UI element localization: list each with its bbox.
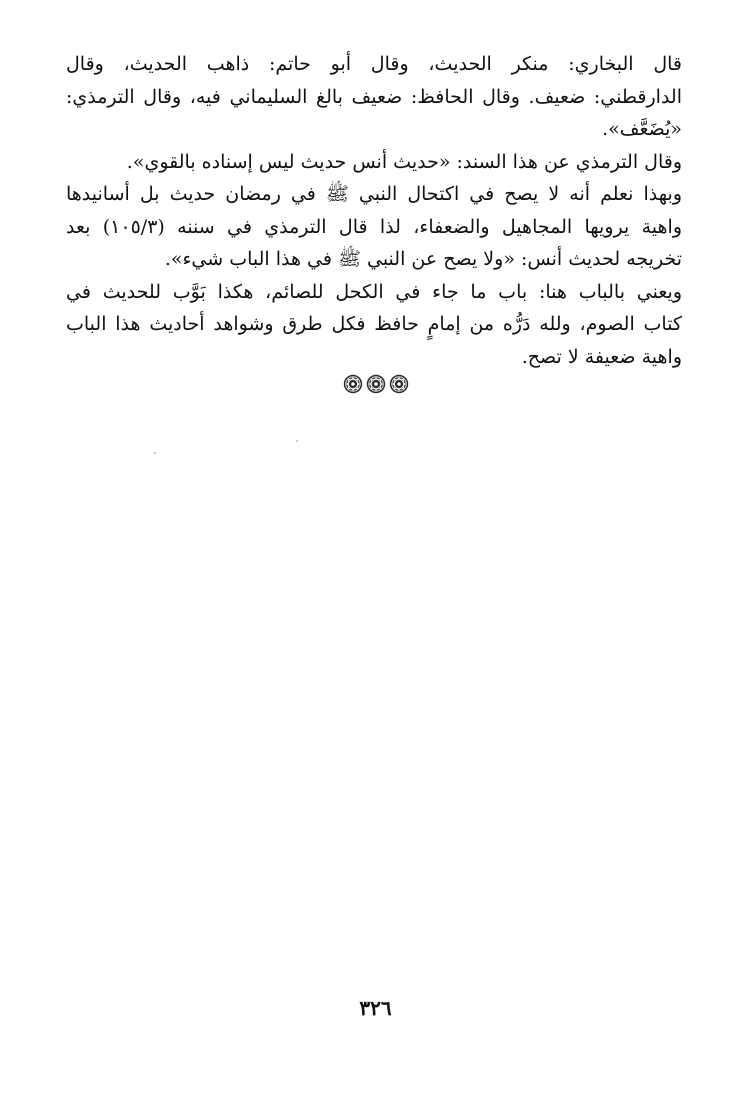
floral-rosette-icon xyxy=(366,374,386,394)
text-line: وبهذا نعلم أنه لا يصح في اكتحال النبي ﷺ في رمضان حديث بل أسانيدها xyxy=(66,183,682,205)
paragraph-tirmidhi-chain xyxy=(66,146,682,179)
paragraph-narrator-criticism xyxy=(66,48,682,146)
paragraph-chapter-note xyxy=(66,276,682,374)
floral-rosette-icon xyxy=(389,374,409,394)
text-line: «يُضَعَّف». xyxy=(602,118,682,140)
text-line: واهية ضعيفة لا تصح. xyxy=(521,345,682,368)
text-line: وقال الترمذي عن هذا السند: «حديث أنس حديث ليس إسناده بالقوي». xyxy=(126,150,682,173)
paper-speck xyxy=(154,452,156,454)
section-end-ornaments xyxy=(0,374,751,394)
paragraph-conclusion xyxy=(66,178,682,276)
text-line: الدارقطني: ضعيف. وقال الحافظ: ضعيف بالغ السليماني فيه، وقال الترمذي: xyxy=(66,85,682,108)
page-number: ٣٢٦ xyxy=(359,996,392,1020)
floral-rosette-icon xyxy=(343,374,363,394)
text-line: تخريجه لحديث أنس: «ولا يصح عن النبي ﷺ في هذا الباب شيء». xyxy=(164,248,682,270)
text-line: قال البخاري: منكر الحديث، وقال أبو حاتم: ذاهب الحديث، وقال xyxy=(66,53,682,75)
text-line: ويعني بالباب هنا: باب ما جاء في الكحل للصائم، هكذا بَوَّب للحديث في xyxy=(66,280,682,303)
body-text xyxy=(66,48,682,373)
text-line: واهية يرويها المجاهيل والضعفاء، لذا قال الترمذي في سننه (١٠٥/٣) بعد xyxy=(66,215,682,238)
text-line: كتاب الصوم، ولله دَرُّه من إمامٍ حافظ فكل طرق وشواهد أحاديث هذا الباب xyxy=(66,313,682,335)
paper-speck xyxy=(296,440,298,442)
